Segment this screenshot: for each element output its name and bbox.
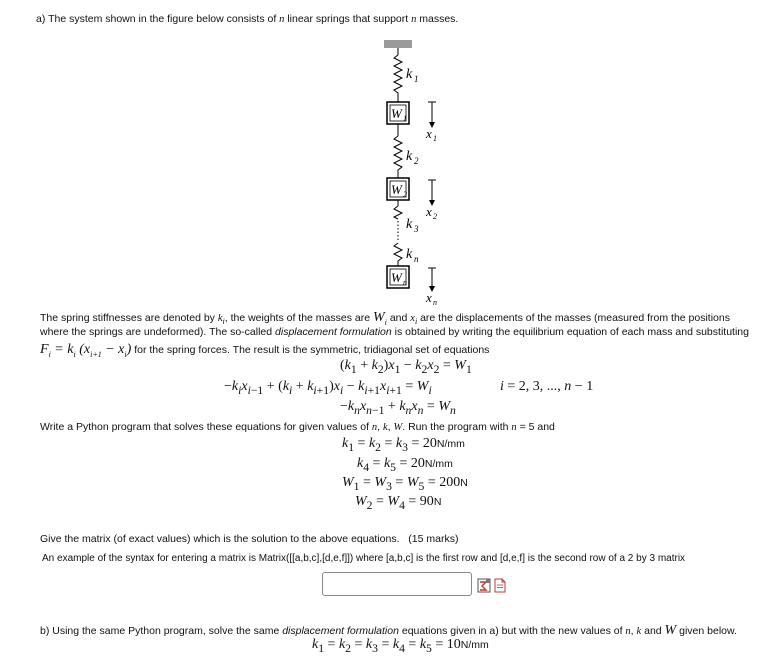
spring-mass-figure: [370, 38, 470, 308]
spring-kn: [394, 243, 402, 266]
label-k3: k: [406, 217, 413, 232]
label-k1: k: [406, 67, 413, 82]
value-w135: $W_1 = W_3 = W_5 = 200N$: [342, 475, 468, 493]
ceiling-support: [384, 40, 412, 48]
question-text: Give the matrix (of exact values) which is the solution to the above equations. (15 marks): [40, 533, 459, 545]
syntax-hint: An example of the syntax for entering a matrix is Matrix([[a,b,c],[d,e,f]]) where [a,b,c] is the first row and [d,e,f] is the second row of a 2 by 3 matrix: [42, 553, 686, 564]
equation-n: $-k_nx_{n-1} + k_nx_n = W_n$: [340, 399, 456, 417]
svg-text:1: 1: [433, 134, 437, 143]
label-kn: k: [406, 247, 413, 262]
para-stiffness-line2: where the springs are undeformed). The so-called displacement formulation is obtained by writing the equilibrium equation of each mass and substituting: [40, 326, 749, 338]
label-x1: x: [426, 126, 432, 141]
svg-text:1: 1: [403, 114, 407, 123]
spring-k1: [394, 55, 402, 102]
spring-k2: [394, 136, 402, 178]
label-xn: x: [426, 290, 432, 305]
marks-label: (15 marks): [408, 533, 459, 545]
task-text: Write a Python program that solves these equations for given values of n, k, W. Run the program with n = 5 and: [40, 421, 555, 433]
part-b-values: $k_1 = k_2 = k_3 = k_4 = k_5 = 10N/mm$: [312, 637, 489, 655]
spring-k3: [394, 206, 402, 219]
part-b-text: b) Using the same Python program, solve the same displacement formulation equations given in a) but with the new values of n, k and W given below.: [40, 623, 737, 638]
equation-index-range: i = 2, 3, ..., n − 1: [500, 379, 594, 394]
label-w1: W: [391, 106, 402, 121]
svg-text:n: n: [403, 278, 407, 287]
svg-text:n: n: [414, 254, 419, 264]
para-stiffness-line3: $F_i = k_i$ $(x_{i+1} - x_i)$ for the spring forces. The result is the symmetric, tridiagonal set of equations: [40, 342, 490, 359]
svg-text:3: 3: [414, 224, 419, 234]
label-k2: k: [406, 149, 413, 164]
label-wn: W: [391, 270, 402, 285]
para-stiffness-line1: The spring stiffnesses are denoted by $k_i$, the weights of the masses are $W_i$ and $x_i$ are the displacements of the masses (measured from the positions: [40, 310, 730, 327]
svg-text:1: 1: [414, 74, 419, 84]
label-w2: W: [391, 182, 402, 197]
document-icon[interactable]: [493, 578, 507, 593]
svg-text:2: 2: [403, 190, 407, 199]
value-w24: $W_2 = W_4 = 90N$: [355, 494, 442, 512]
value-k45: $k_4 = k_5 = 20N/mm$: [357, 456, 453, 474]
equation-1: $(k_1 + k_2)x_1 - k_2x_2 = W_1$: [340, 358, 472, 376]
svg-text:2: 2: [433, 212, 437, 221]
svg-text:2: 2: [414, 156, 419, 166]
matrix-answer-input[interactable]: [322, 572, 472, 596]
label-x2: x: [426, 204, 432, 219]
equation-i: $-k_ix_{i-1} + (k_i + k_{i+1})x_i - k_{i+1}x_{i+1} = W_i$: [224, 379, 432, 397]
part-a-intro: a) The system shown in the figure below consists of n linear springs that support n masses.: [36, 13, 459, 25]
value-k123: $k_1 = k_2 = k_3 = 20N/mm$: [342, 436, 465, 454]
svg-text:n: n: [433, 298, 437, 307]
equation-editor-icon[interactable]: [477, 578, 491, 593]
